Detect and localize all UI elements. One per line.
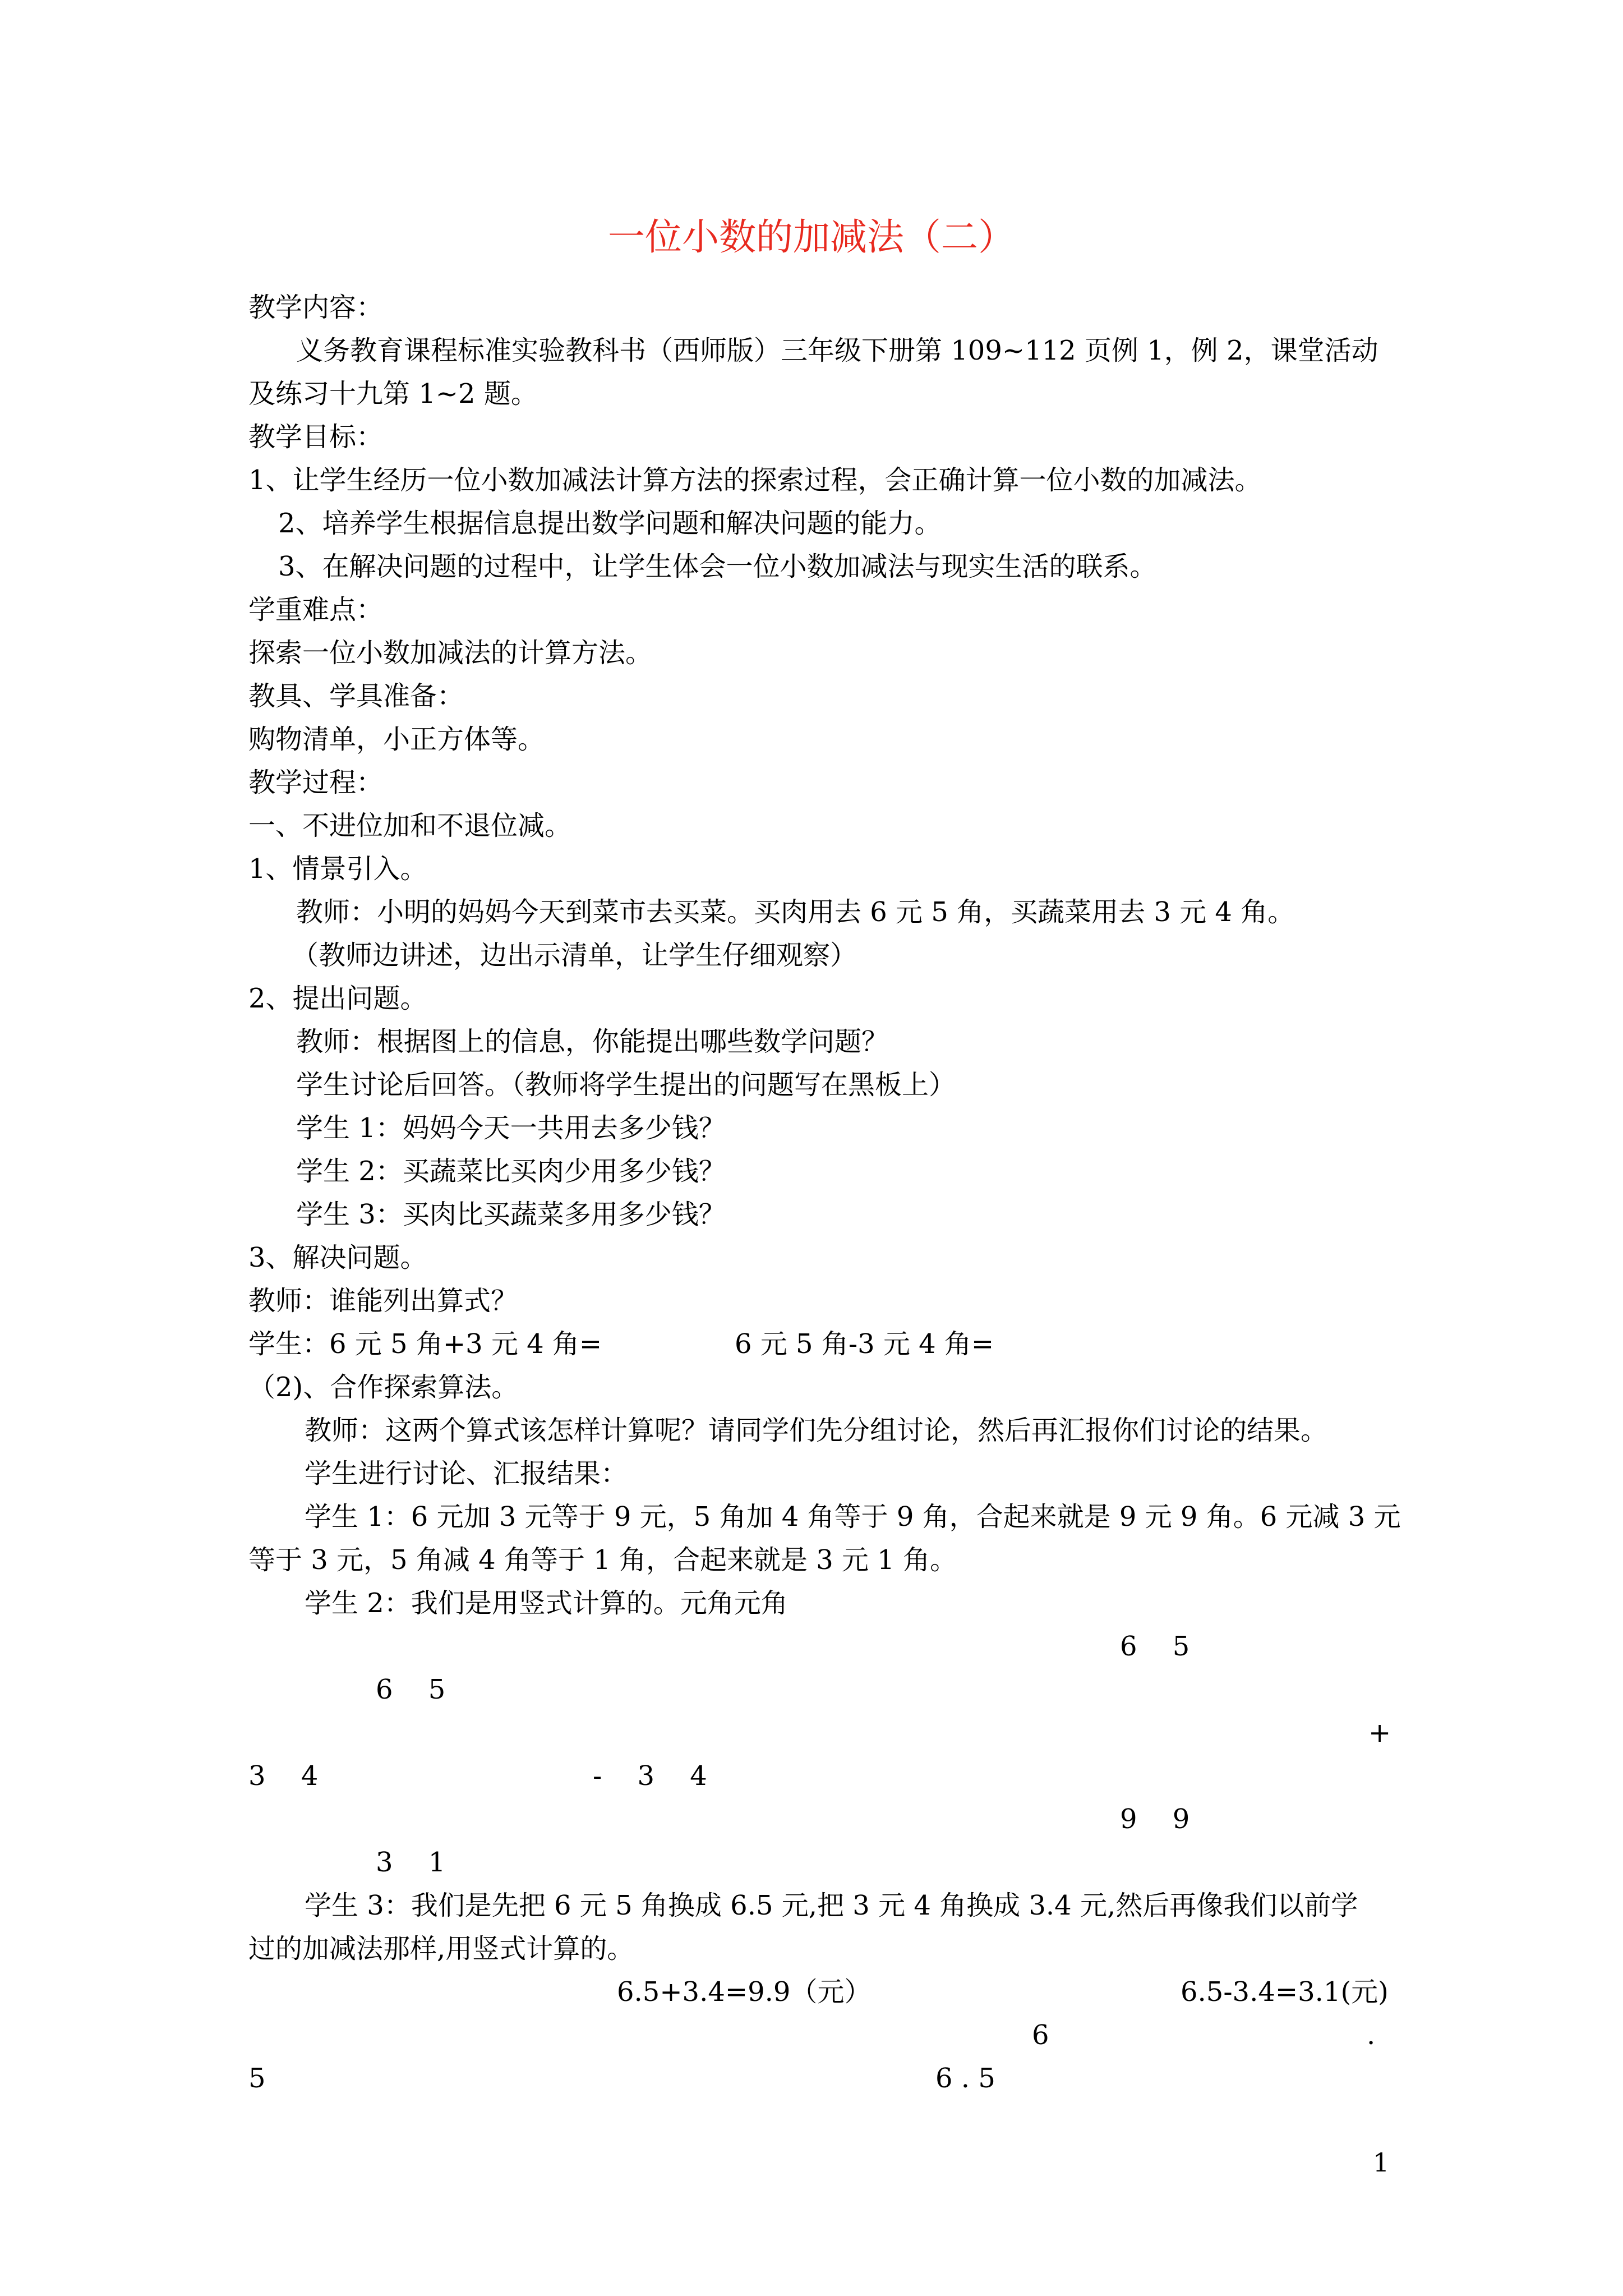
- equation-text: 5: [248, 2063, 266, 2094]
- paragraph-line: 教师：根据图上的信息，你能提出哪些数学问题？: [296, 1026, 889, 1057]
- section-heading: 一、不进位加和不退位减。: [248, 810, 572, 841]
- paragraph-line: 学生 3：我们是先把 6 元 5 角换成 6.5 元,把 3 元 4 角换成 3.4 元,然后再像我们以前学: [305, 1890, 1358, 1921]
- document-title: 一位小数的加减法（二）: [608, 215, 1015, 259]
- subsection-heading: 2、提出问题。: [248, 983, 427, 1014]
- paragraph-line: 等于 3 元，5 角减 4 角等于 1 角，合起来就是 3 元 1 角。: [248, 1544, 957, 1576]
- paragraph-line: 学生 2：我们是用竖式计算的。元角元角: [305, 1588, 788, 1619]
- section-heading: 教学目标：: [248, 421, 384, 453]
- section-heading: 教具、学具准备：: [248, 680, 464, 712]
- paragraph-line: 学生：6 元 5 角+3 元 4 角=: [248, 1328, 602, 1360]
- vertical-calc-text: +: [1368, 1717, 1391, 1749]
- paragraph-line: 义务教育课程标准实验教科书（西师版）三年级下册第 109~112 页例 1，例 2，课堂活动: [296, 335, 1378, 366]
- vertical-calc-text: 6 5: [376, 1674, 446, 1705]
- paragraph-line: 过的加减法那样,用竖式计算的。: [248, 1933, 634, 1964]
- vertical-calc-text: - 3 4: [593, 1760, 707, 1792]
- vertical-calc-text: 3 1: [376, 1847, 446, 1878]
- equation-text: 6 . 5: [935, 2063, 995, 2094]
- equation-text: 6: [1032, 2019, 1049, 2051]
- subsection-heading: 3、解决问题。: [248, 1242, 427, 1273]
- section-heading: 教学内容：: [248, 292, 384, 323]
- vertical-calc-text: 6 5: [1120, 1631, 1190, 1662]
- paragraph-line: 购物清单，小正方体等。: [248, 724, 545, 755]
- section-heading: 教学过程：: [248, 767, 384, 798]
- paragraph-line: 及练习十九第 1~2 题。: [248, 378, 538, 409]
- list-item: 3、在解决问题的过程中，让学生体会一位小数加减法与现实生活的联系。: [278, 551, 1157, 582]
- paragraph-line: 学生进行讨论、汇报结果：: [305, 1458, 628, 1489]
- equation-text: 6.5-3.4=3.1(元): [1181, 1976, 1389, 2008]
- section-heading: 学重难点：: [248, 594, 384, 625]
- paragraph-line: 教师：小明的妈妈今天到菜市去买菜。买肉用去 6 元 5 角，买蔬菜用去 3 元 4 角。: [296, 896, 1295, 928]
- vertical-calc-text: 9 9: [1120, 1803, 1190, 1835]
- paragraph-line: 探索一位小数加减法的计算方法。: [248, 637, 653, 669]
- list-item: 2、培养学生根据信息提出数学问题和解决问题的能力。: [278, 508, 942, 539]
- vertical-calc-text: 3 4: [248, 1760, 319, 1792]
- paragraph-line: 学生 1：妈妈今天一共用去多少钱？: [296, 1112, 726, 1144]
- subsection-heading: 1、情景引入。: [248, 853, 427, 885]
- paragraph-line: 学生 2：买蔬菜比买肉少用多少钱？: [296, 1156, 726, 1187]
- paragraph-line: （教师边讲述，边出示清单，让学生仔细观察）: [292, 940, 857, 971]
- page-number: 1: [1373, 2147, 1390, 2178]
- list-item: 1、让学生经历一位小数加减法计算方法的探索过程，会正确计算一位小数的加减法。: [248, 464, 1262, 496]
- paragraph-line: 学生 3：买肉比买蔬菜多用多少钱？: [296, 1199, 726, 1230]
- subsection-heading: （2)、合作探索算法。: [248, 1372, 519, 1403]
- paragraph-line: 6 元 5 角-3 元 4 角=: [735, 1328, 994, 1360]
- equation-text: 6.5+3.4=9.9（元）: [617, 1976, 872, 2008]
- paragraph-line: 教师：谁能列出算式？: [248, 1285, 518, 1317]
- equation-text: .: [1367, 2019, 1376, 2051]
- paragraph-line: 学生 1：6 元加 3 元等于 9 元，5 角加 4 角等于 9 角，合起来就是 9 元 9 角。6 元减 3 元: [305, 1501, 1401, 1533]
- paragraph-line: 教师：这两个算式该怎样计算呢？请同学们先分组讨论，然后再汇报你们讨论的结果。: [305, 1415, 1328, 1446]
- paragraph-line: 学生讨论后回答。（教师将学生提出的问题写在黑板上）: [296, 1069, 956, 1101]
